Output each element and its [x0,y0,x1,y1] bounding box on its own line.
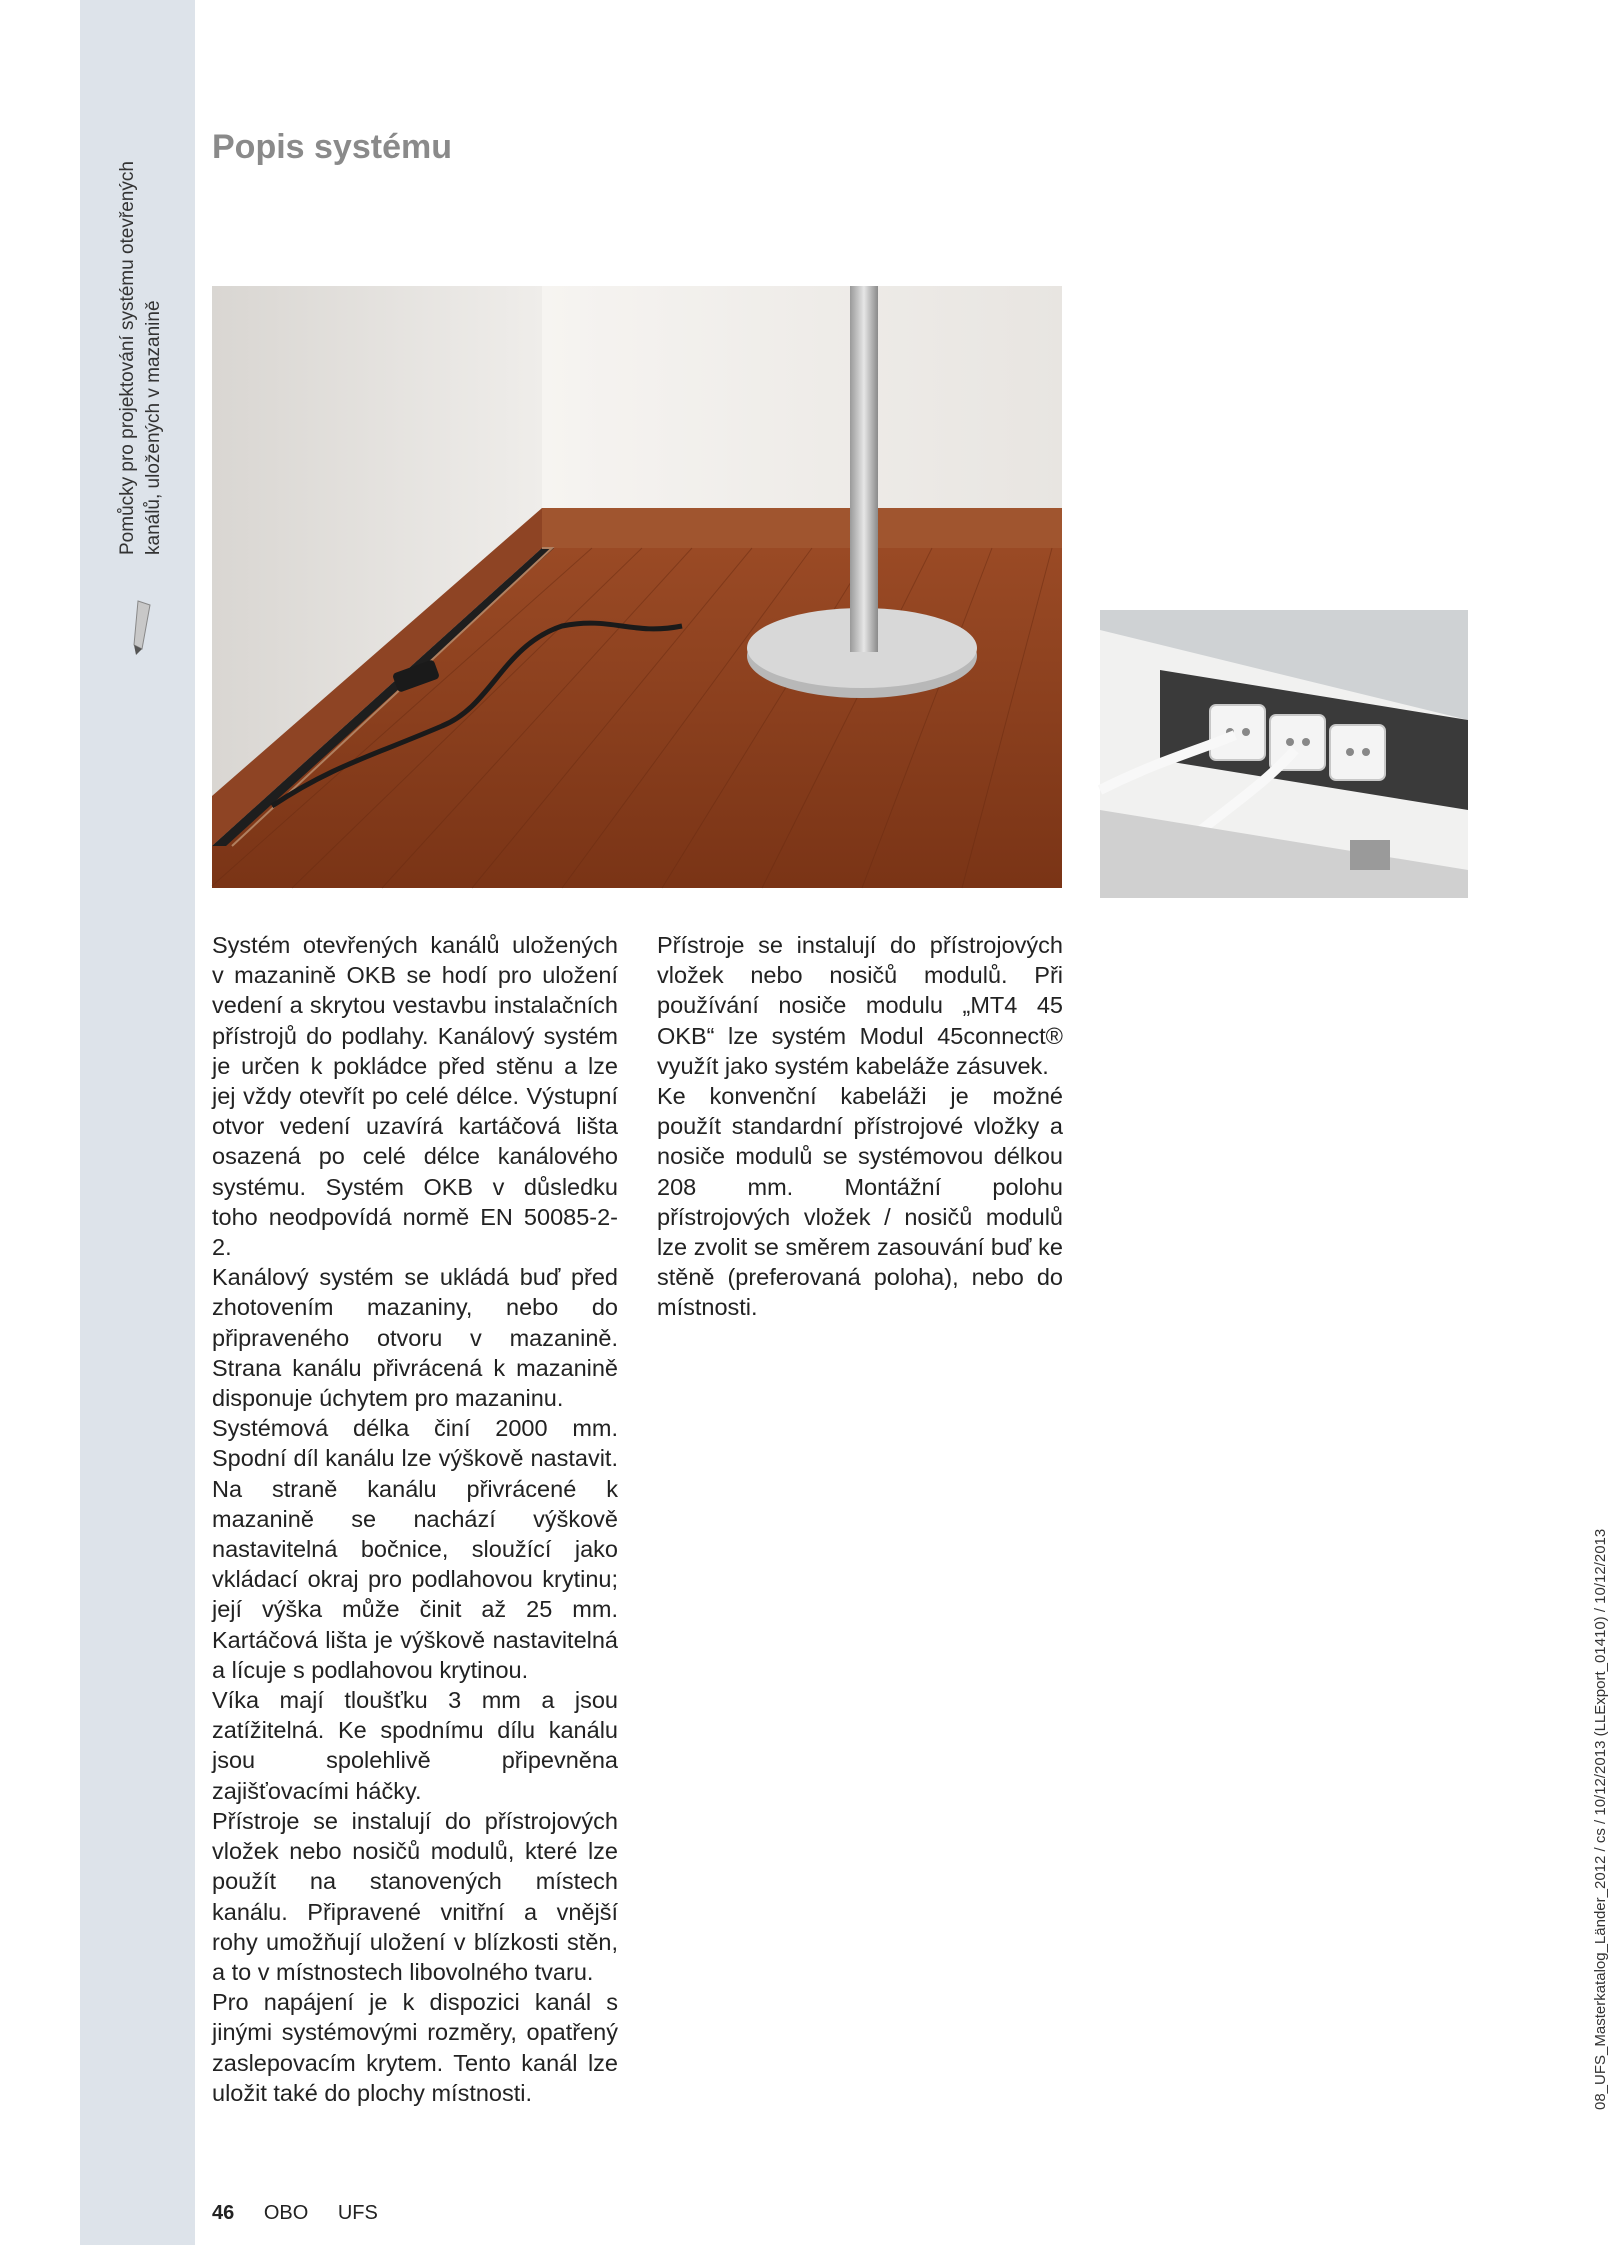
body-paragraph: Kanálový systém se ukládá buď před zhotovením mazaniny, nebo do připraveného otvoru v mazanině. Strana kanálu přivrácená k mazanině disponuje úchytem pro mazaninu. [212,1264,618,1412]
body-paragraph: Pro napájení je k dispozici kanál s jinými systémovými rozměry, opatřený zaslepovacím krytem. Tento kanál lze uložit také do plochy místnosti. [212,1989,618,2106]
body-paragraph: Přístroje se instalují do přístrojových vložek nebo nosičů modulů, které lze použít na stanovených místech kanálu. Připravené vnitřní a vnější rohy umožňují uložení v blízkosti stěn, a to v místnostech libovolného tvaru. [212,1807,618,1985]
sidebar-caption-line2: kanálů, uložených v mazanině [143,300,164,555]
footer-section: UFS [337,2202,378,2224]
body-column-right [657,930,1063,1323]
document-code: 08_UFS_Masterkatalog_Länder_2012 / cs / 10/12/2013 (LLExport_01410) / 10/12/2013 [1592,1528,1609,2110]
floor-channel-photo [212,286,1062,888]
body-paragraph: Přístroje se instalují do přístrojových vložek nebo nosičů modulů. Při používání nosiče modulu „MT4 45 OKB“ lze systém Modul 45connect® využít jako systém kabeláže zásuvek. [657,932,1063,1079]
page-title: Popis systému [212,128,452,166]
sidebar-caption-line1: Pomůcky pro projektování systému otevřených [117,161,138,555]
page-footer [212,2202,402,2225]
pencil-icon [130,597,160,657]
socket-module-photo [1100,610,1468,898]
body-paragraph: Ke konvenční kabeláži je možné použít standardní přístrojové vložky a nosiče modulů se systémovou délkou 208 mm. Montážní polohu přístrojových vložek / nosičů modulů lze zvolit se směrem zasouvání buď ke stěně (preferovaná poloha), nebo do místnosti. [657,1083,1063,1321]
sidebar-caption [115,35,167,555]
footer-brand: OBO [263,2202,309,2224]
body-column-left [212,930,618,2108]
body-paragraph: Víka mají tloušťku 3 mm a jsou zatížitelná. Ke spodnímu dílu kanálu jsou spolehlivě připevněna zajišťovacími háčky. [212,1687,618,1804]
body-paragraph: Systém otevřených kanálů uložených v mazanině OKB se hodí pro uložení vedení a skrytou vestavbu instalačních přístrojů do podlahy. Kanálový systém je určen k pokládce před stěnu a lze jej vždy otevřít po celé délce. Výstupní otvor vedení uzavírá kartáčová lišta osazená po celé délce kanálového systému. Systém OKB v důsledku toho neodpovídá normě EN 50085-2-2. [212,932,618,1261]
page-number: 46 [212,2202,235,2224]
body-paragraph: Systémová délka činí 2000 mm. Spodní díl kanálu lze výškově nastavit. Na straně kanálu přivrácené k mazanině se nachází výškově nastavitelná bočnice, sloužící jako vkládací okraj pro podlahovou krytinu; její výška může činit až 25 mm. Kartáčová lišta je výškově nastavitelná a lícuje s podlahovou krytinou. [212,1415,618,1683]
